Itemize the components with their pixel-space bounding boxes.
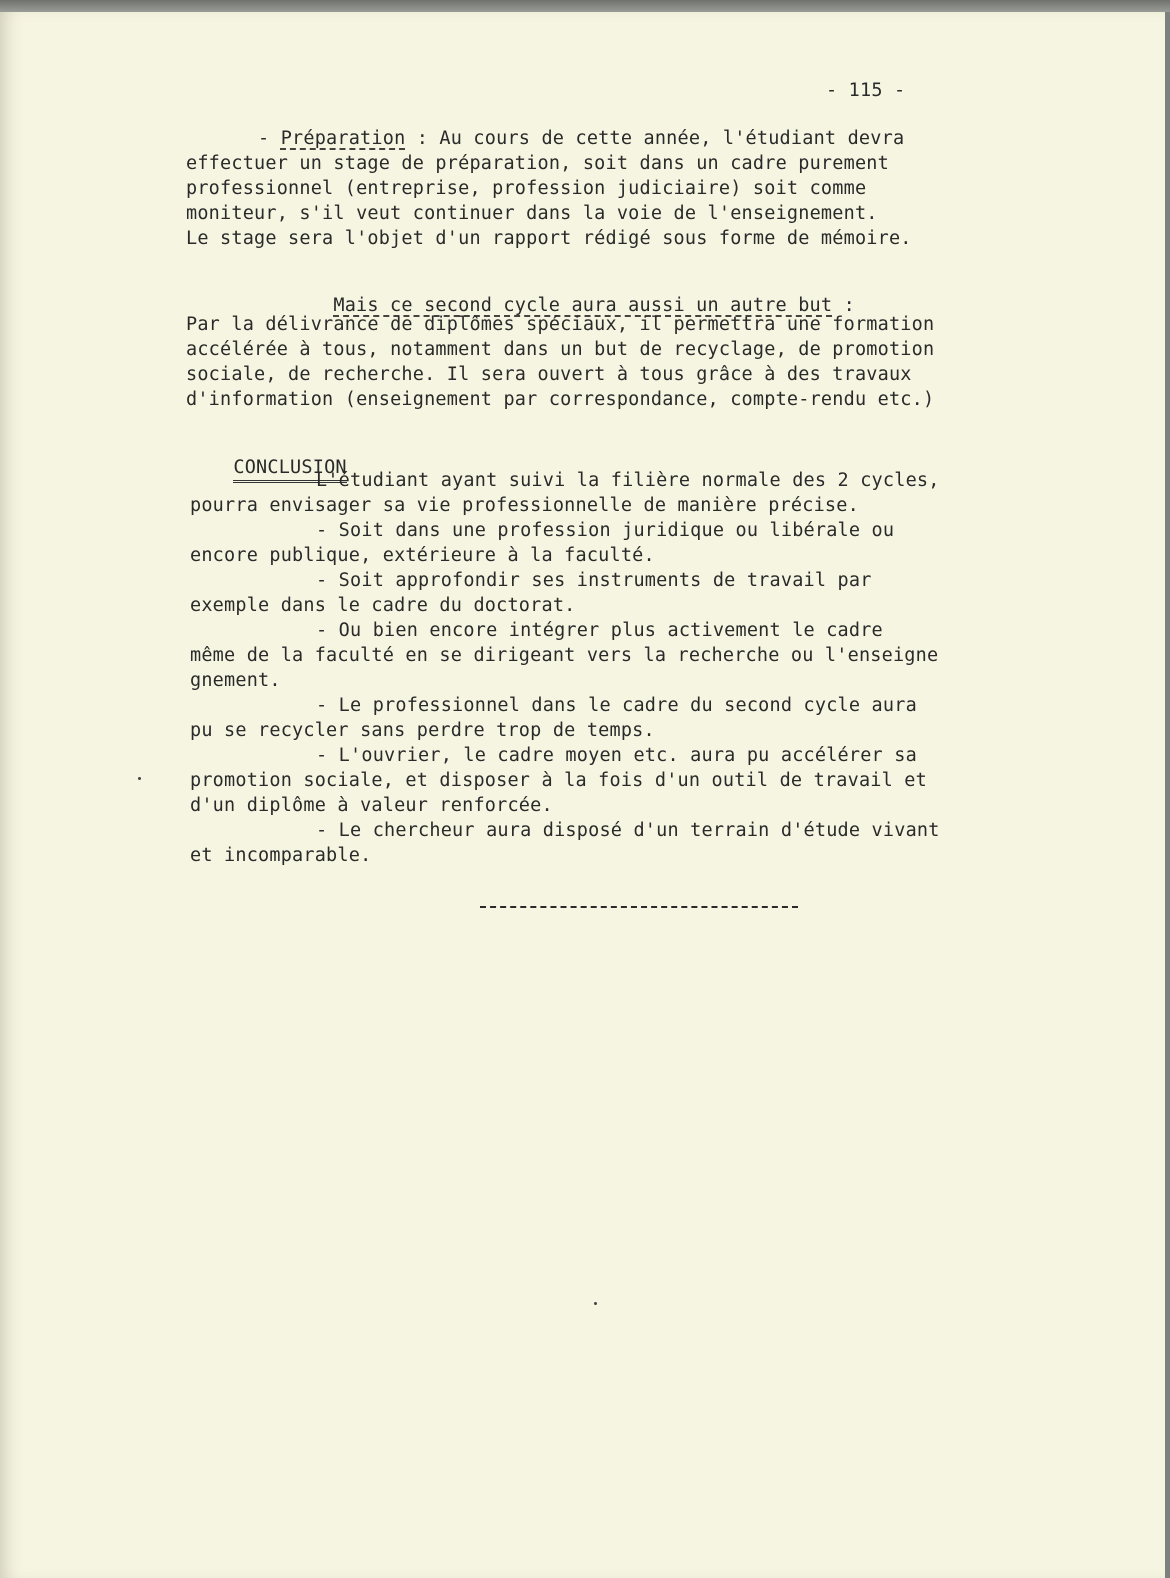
- conclusion-line: - Le professionnel dans le cadre du second cycle aura: [316, 695, 917, 716]
- paragraph-line: Par la délivrance de diplômes spéciaux, il permettra une formation: [186, 314, 935, 335]
- conclusion-line: - L'ouvrier, le cadre moyen etc. aura pu accélérer sa: [316, 745, 917, 766]
- paragraph-line: d'information (enseignement par correspondance, compte-rendu etc.): [186, 389, 935, 410]
- preparation-line: effectuer un stage de préparation, soit dans un cadre purement: [186, 153, 889, 174]
- page-number: - 115 -: [826, 80, 906, 101]
- conclusion-line: gnement.: [190, 670, 281, 691]
- document-page: [0, 12, 1165, 1578]
- subheading-colon: :: [832, 295, 855, 316]
- conclusion-body: [190, 470, 940, 866]
- conclusion-line: - Ou bien encore intégrer plus activement le cadre: [316, 620, 883, 641]
- conclusion-line: - Soit approfondir ses instruments de travail par: [316, 570, 872, 591]
- paragraph-second-cycle: [186, 314, 935, 440]
- conclusion-line: même de la faculté en se dirigeant vers la recherche ou l'enseigne: [190, 645, 939, 666]
- preparation-line: moniteur, s'il veut continuer dans la voie de l'enseignement.: [186, 203, 878, 224]
- paragraph-line: sociale, de recherche. Il sera ouvert à tous grâce à des travaux: [186, 364, 912, 385]
- preparation-line: : Au cours de cette année, l'étudiant devra: [405, 128, 905, 149]
- paper-speck: [138, 777, 141, 780]
- conclusion-line: d'un diplôme à valeur renforcée.: [190, 795, 553, 816]
- closing-dashed-rule: [480, 906, 798, 908]
- conclusion-line: - Le chercheur aura disposé d'un terrain d'étude vivant: [316, 820, 940, 841]
- paragraph-line: accélérée à tous, notamment dans un but de recyclage, de promotion: [186, 339, 935, 360]
- subheading-text: Mais ce second cycle aura aussi un autre but: [333, 295, 833, 316]
- conclusion-line: promotion sociale, et disposer à la fois d'un outil de travail et: [190, 770, 927, 791]
- preparation-line: professionnel (entreprise, profession judiciaire) soit comme: [186, 178, 867, 199]
- paper-speck: [594, 1302, 597, 1305]
- conclusion-title: CONCLUSION: [233, 457, 346, 483]
- conclusion-line: encore publique, extérieure à la faculté.: [190, 545, 655, 566]
- conclusion-line: pourra envisager sa vie professionnelle de manière précise.: [190, 495, 859, 516]
- conclusion-line: - Soit dans une profession juridique ou libérale ou: [316, 520, 895, 541]
- scan-edge: [0, 0, 1170, 12]
- conclusion-line: pu se recycler sans perdre trop de temps.: [190, 720, 655, 741]
- conclusion-line: L'étudiant ayant suivi la filière normale des 2 cycles,: [316, 470, 940, 491]
- conclusion-line: exemple dans le cadre du doctorat.: [190, 595, 576, 616]
- preparation-heading: Préparation: [280, 128, 406, 149]
- preparation-line: Le stage sera l'objet d'un rapport rédigé sous forme de mémoire.: [186, 228, 912, 249]
- paragraph-preparation: [186, 128, 912, 275]
- dash: -: [258, 128, 281, 149]
- conclusion-line: et incomparable.: [190, 845, 372, 866]
